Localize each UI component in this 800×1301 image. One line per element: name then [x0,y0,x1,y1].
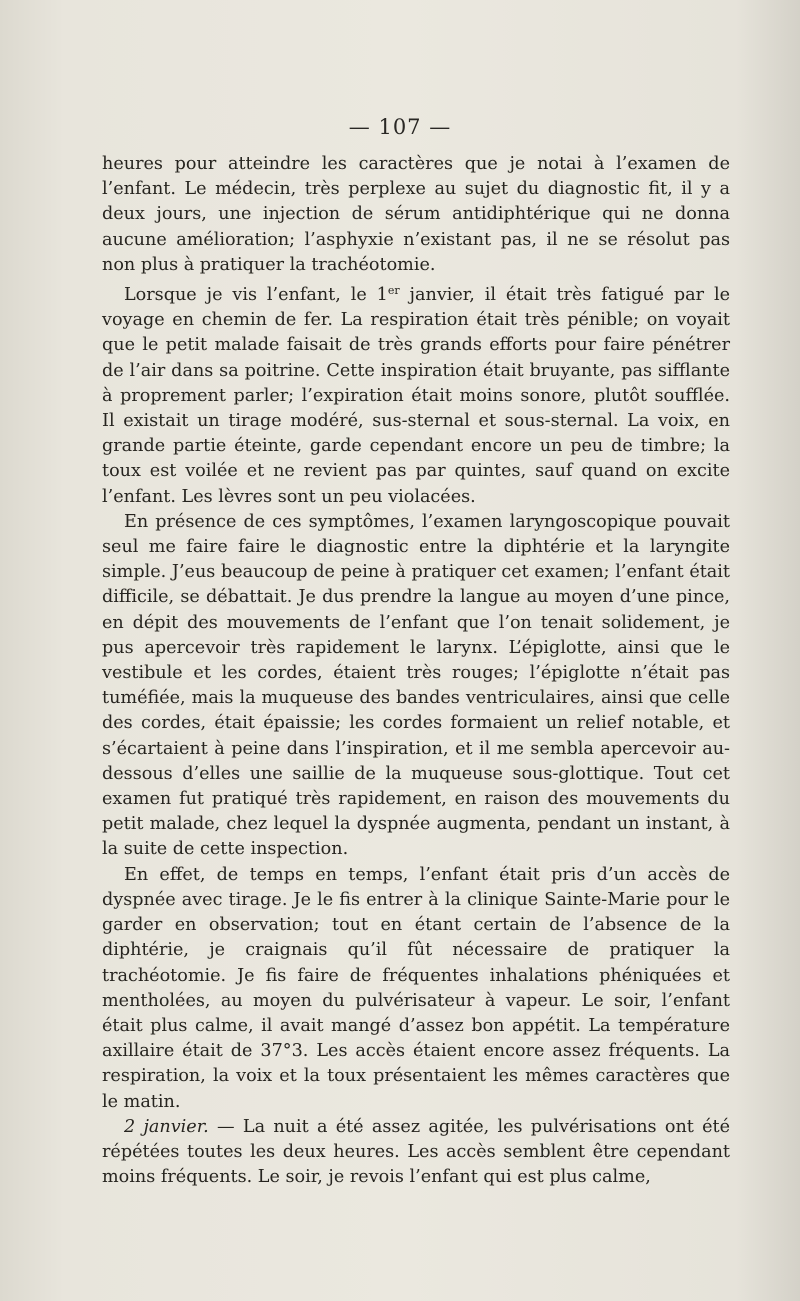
date-heading: 2 janvier. [124,1116,209,1137]
paragraph-january-2 [102,1115,730,1191]
body-text [102,152,730,1190]
paragraph-january-2-text: — La nuit a été assez agitée, les pulvérisations ont été répétées toutes les deux heures. Les accès semblent être cependant moins fréquents. Le soir, je revois l’enfant qui est plus calme, [102,1116,730,1188]
paragraph-arrival-start: Lorsque je vis l’enfant, le 1 [124,285,388,306]
paragraph-arrival [102,278,730,510]
page-number: — 107 — [348,115,452,139]
paragraph-arrival-end: janvier, il était très fatigué par le voyage en chemin de fer. La respiration était très pénible; on voyait que le petit malade faisait de très grands efforts pour faire pénétrer de l’air dans sa poitrine. Cette inspiration était bruyante, pas sifflante à proprement parler; l’expiration était moins sonore, plutôt soufflée. Il existait un tirage modéré, sus-sternal et sous-sternal. La voix, en grande partie éteinte, garde cependant encore un peu de timbre; la toux est voilée et ne revient pas par quintes, sauf quand on excite l’enfant. Les lèvres sont un peu violacées. [102,285,730,507]
paragraph-continuation: heures pour atteindre les caractères que je notai à l’examen de l’enfant. Le médecin, très perplexe au sujet du diagnostic fit, il y a deux jours, une injection de sérum antidiphtérique qui ne donna aucune amélioration; l’asphyxie n’existant pas, il ne se résolut pas non plus à pratiquer la trachéotomie. [102,154,730,275]
ordinal-superscript: er [387,284,400,298]
paragraph-laryngoscopy: En présence de ces symptômes, l’examen laryngoscopique pouvait seul me faire faire le diagnostic entre la diphtérie et la laryngite simple. J’eus beaucoup de peine à pratiquer cet examen; l’enfant était difficile, se débattait. Je dus prendre la langue au moyen d’une pince, en dépit des mouvements de l’enfant que l’on tenait solidement, je pus apercevoir très rapidement le larynx. L’épiglotte, ainsi que le vestibule et les cordes, étaient très rouges; l’épiglotte n’était pas tuméfiée, mais la muqueuse des bandes ventriculaires, ainsi que celle des cordes, était épaissie; les cordes formaient un relief notable, et s’écartaient à peine dans l’inspiration, et il me sembla apercevoir au-dessous d’elles une saillie de la muqueuse sous-glottique. Tout cet examen fut pratiqué très rapidement, en raison des mouvements du petit malade, chez lequel la dyspnée augmenta, pendant un instant, à la suite de cette inspection. [102,511,730,860]
paragraph-observation: En effet, de temps en temps, l’enfant était pris d’un accès de dyspnée avec tirage. Je le fis entrer à la clinique Sainte-Marie pour le garder en observation; tout en étant certain de l’absence de la diphtérie, je craignais qu’il fût nécessaire de pratiquer la trachéotomie. Je fis faire de fréquentes inhalations phéniquées et mentholées, au moyen du pulvérisateur à vapeur. Le soir, l’enfant était plus calme, il avait mangé d’assez bon appétit. La température axillaire était de 37°3. Les accès étaient encore assez fréquents. La respiration, la voix et la toux présentaient les mêmes caractères que le matin. [102,864,730,1112]
